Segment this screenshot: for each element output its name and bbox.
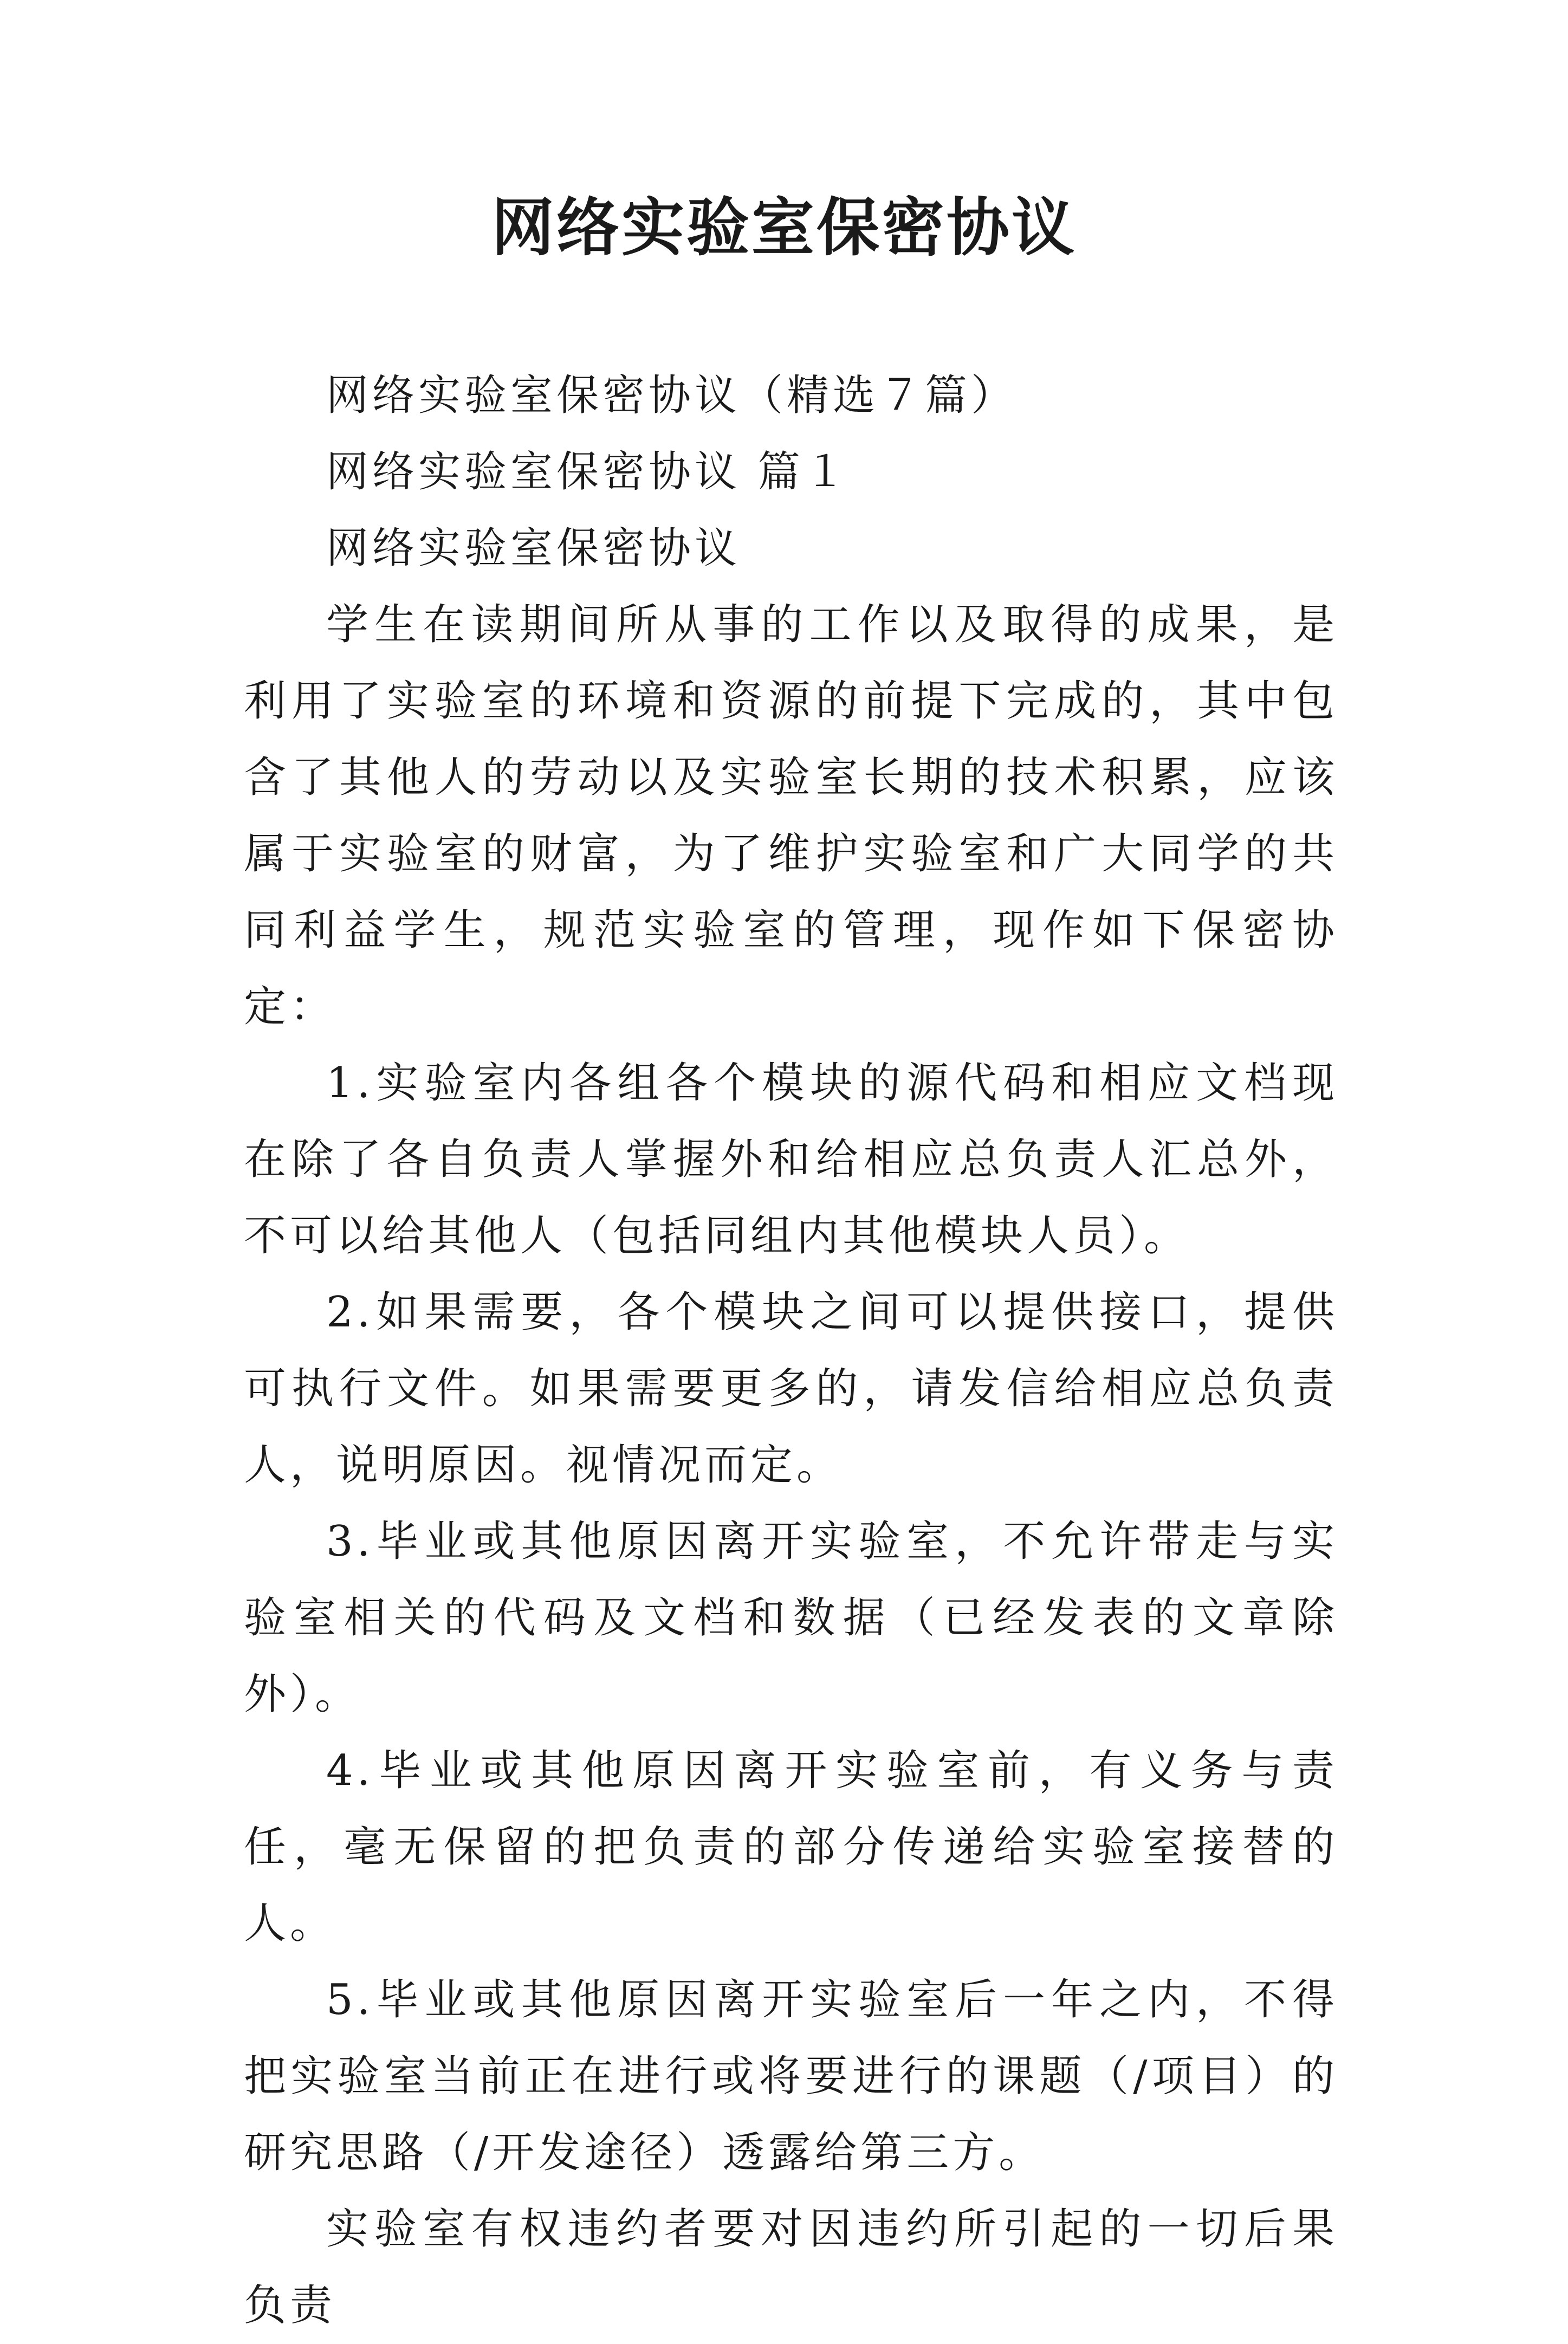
- clause-1: 1.实验室内各组各个模块的源代码和相应文档现在除了各自负责人掌握外和给相应总负责人汇总外，不可以给其他人（包括同组内其他模块人员）。: [244, 1059, 1338, 1260]
- section-heading: 网络实验室保密协议 篇１: [326, 448, 850, 496]
- intro-paragraph: 学生在读期间所从事的工作以及取得的成果，是利用了实验室的环境和资源的前提下完成的，其中包含了其他人的劳动以及实验室长期的技术积累，应该属于实验室的财富，为了维护实验室和广大同学的共同利益学生，规范实验室的管理，现作如下保密协定：: [244, 600, 1338, 1031]
- clause-2: 2.如果需要，各个模块之间可以提供接口，提供可执行文件。如果需要更多的，请发信给相应总负责人，说明原因。视情况而定。: [244, 1288, 1338, 1490]
- clause-4: 4.毕业或其他原因离开实验室前，有义务与责任，毫无保留的把负责的部分传递给实验室接替的人。: [244, 1746, 1338, 1948]
- clause-5: 5.毕业或其他原因离开实验室后一年之内，不得把实验室当前正在进行或将要进行的课题（/项目）的研究思路（/开发途径）透露给第三方。: [244, 1976, 1338, 2177]
- document-title: 网络实验室保密协议: [491, 191, 1077, 264]
- clause-3: 3.毕业或其他原因离开实验室，不允许带走与实验室相关的代码及文档和数据（已经发表的文章除外）。: [244, 1517, 1338, 1719]
- subtitle-selection: 网络实验室保密协议（精选７篇）: [326, 371, 1018, 420]
- closing-paragraph: 实验室有权违约者要对因违约所引起的一切后果负责: [244, 2205, 1338, 2330]
- section-title: 网络实验室保密协议: [326, 524, 741, 573]
- document-body: [244, 358, 1338, 2344]
